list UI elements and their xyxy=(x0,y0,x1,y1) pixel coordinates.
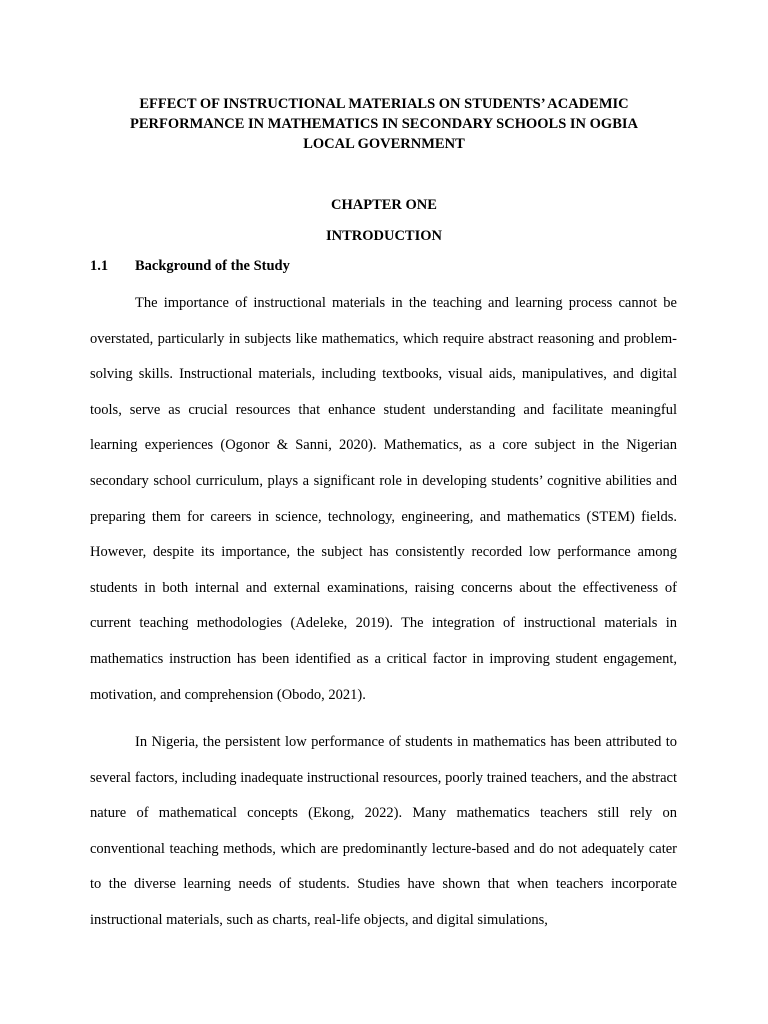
chapter-heading: CHAPTER ONE xyxy=(331,197,437,213)
title-line-3: LOCAL GOVERNMENT xyxy=(303,136,465,152)
document-title xyxy=(90,94,678,154)
chapter-title: INTRODUCTION xyxy=(325,228,442,244)
section-number: 1.1 xyxy=(90,258,109,274)
section-title: Background of the Study xyxy=(135,258,290,274)
title-line-1: EFFECT OF INSTRUCTIONAL MATERIALS ON STUDENTS’ ACADEMIC xyxy=(139,96,629,112)
section-heading xyxy=(90,257,290,275)
title-line-2: PERFORMANCE IN MATHEMATICS IN SECONDARY SCHOOLS IN OGBIA xyxy=(130,116,638,132)
body-paragraph-1: The importance of instructional materials in the teaching and learning process cannot be overstated, particularly in subjects like mathematics, which require abstract reasoning and problem-solving skills. Instructional materials, including textbooks, visual aids, manipulatives, and digital tools, serve as crucial resources that enhance student understanding and facilitate meaningful learning experiences (Ogonor & Sanni, 2020). Mathematics, as a core subject in the Nigerian secondary school curriculum, plays a significant role in developing students’ cognitive abilities and preparing them for careers in science, technology, engineering, and mathematics (STEM) fields. However, despite its importance, the subject has consistently recorded low performance among students in both internal and external examinations, raising concerns about the effectiveness of current teaching methodologies (Adeleke, 2019). The integration of instructional materials in mathematics instruction has been identified as a critical factor in improving student engagement, motivation, and comprehension (Obodo, 2021). xyxy=(90,295,677,703)
body-paragraph-2: In Nigeria, the persistent low performance of students in mathematics has been attributed to several factors, including inadequate instructional resources, poorly trained teachers, and the abstract nature of mathematical concepts (Ekong, 2022). Many mathematics teachers still rely on conventional teaching methods, which are predominantly lecture-based and do not adequately cater to the diverse learning needs of students. Studies have shown that when teachers incorporate instructional materials, such as charts, real-life objects, and digital simulations, xyxy=(90,734,677,928)
